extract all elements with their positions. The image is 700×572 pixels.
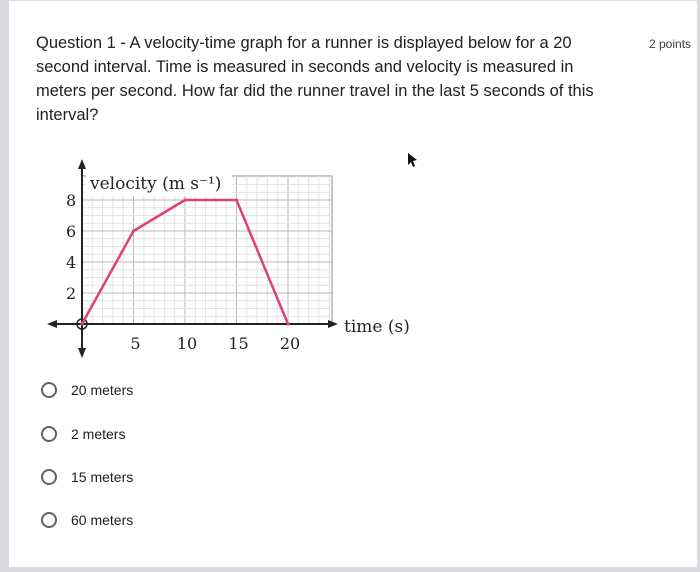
radio-button[interactable]: [41, 469, 57, 485]
question-card: [8, 0, 698, 568]
y-tick-label: 2: [66, 284, 77, 303]
option-20-meters[interactable]: [41, 382, 133, 398]
points-label: 2 points: [649, 37, 692, 51]
option-label: 20 meters: [71, 382, 134, 398]
option-15-meters[interactable]: [41, 469, 133, 485]
y-tick-label: 8: [66, 191, 77, 210]
option-label: 60 meters: [71, 512, 134, 528]
y-axis-label: velocity (m s⁻¹): [90, 174, 222, 194]
question-text: Question 1 - A velocity-time graph for a runner is displayed below for a 20 second interval. Time is measured in seconds and velocity is measured in meters per second. How far did the runner travel in the last 5 seconds of this interval?: [36, 34, 594, 124]
radio-button[interactable]: [41, 512, 57, 528]
option-label: 15 meters: [71, 469, 134, 485]
x-axis-arrow-left: [47, 320, 57, 328]
y-tick-label: 4: [66, 253, 77, 272]
radio-button[interactable]: [41, 382, 57, 398]
x-tick-label: 5: [130, 334, 141, 353]
data-point: [81, 323, 84, 326]
option-2-meters[interactable]: [41, 426, 125, 442]
mouse-cursor-icon: [406, 152, 418, 168]
x-tick-label: 15: [228, 334, 249, 353]
plot-area: [82, 176, 332, 324]
x-tick-label: 10: [176, 334, 198, 353]
data-point: [287, 323, 290, 326]
x-axis-label: time (s): [344, 317, 410, 337]
data-point: [132, 230, 135, 233]
x-axis-arrow: [328, 320, 338, 328]
option-label: 2 meters: [71, 426, 126, 442]
x-tick-label: 20: [279, 334, 301, 353]
velocity-time-graph: [39, 151, 419, 361]
y-axis-arrow-down: [78, 348, 86, 358]
radio-button[interactable]: [41, 426, 57, 442]
option-60-meters[interactable]: [41, 512, 133, 528]
data-point: [235, 199, 238, 202]
y-tick-label: 6: [66, 222, 77, 241]
y-axis-arrow-up: [78, 159, 86, 169]
data-point: [184, 199, 187, 202]
